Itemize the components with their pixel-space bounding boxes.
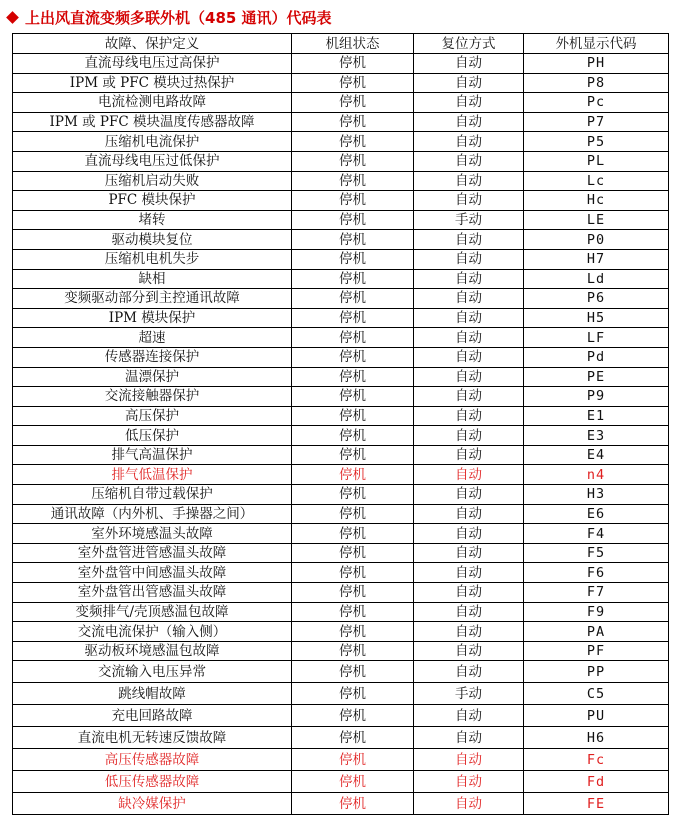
unit-state-cell: 停机 xyxy=(292,289,414,309)
reset-mode-cell: 自动 xyxy=(414,504,524,524)
display-code-cell: F7 xyxy=(524,583,669,603)
reset-mode-cell: 自动 xyxy=(414,230,524,250)
reset-mode-cell: 自动 xyxy=(414,328,524,348)
unit-state-cell: 停机 xyxy=(292,683,414,705)
table-row xyxy=(13,771,669,793)
reset-mode-cell: 自动 xyxy=(414,749,524,771)
display-code-cell: P5 xyxy=(524,132,669,152)
unit-state-cell: 停机 xyxy=(292,387,414,407)
reset-mode-cell: 自动 xyxy=(414,112,524,132)
reset-mode-cell: 自动 xyxy=(414,641,524,661)
fault-definition-cell: 驱动板环境感温包故障 xyxy=(13,641,292,661)
reset-mode-cell: 自动 xyxy=(414,249,524,269)
fault-definition-cell: 直流母线电压过高保护 xyxy=(13,54,292,74)
fault-definition-cell: 变频驱动部分到主控通讯故障 xyxy=(13,289,292,309)
unit-state-cell: 停机 xyxy=(292,583,414,603)
reset-mode-cell: 自动 xyxy=(414,308,524,328)
table-row xyxy=(13,406,669,426)
fault-definition-cell: 室外盘管进管感温头故障 xyxy=(13,543,292,563)
table-row xyxy=(13,465,669,485)
unit-state-cell: 停机 xyxy=(292,771,414,793)
table-row xyxy=(13,622,669,642)
reset-mode-cell: 自动 xyxy=(414,132,524,152)
reset-mode-cell: 自动 xyxy=(414,171,524,191)
unit-state-cell: 停机 xyxy=(292,563,414,583)
table-row xyxy=(13,230,669,250)
unit-state-cell: 停机 xyxy=(292,406,414,426)
fault-definition-cell: 超速 xyxy=(13,328,292,348)
unit-state-cell: 停机 xyxy=(292,426,414,446)
display-code-cell: P0 xyxy=(524,230,669,250)
unit-state-cell: 停机 xyxy=(292,485,414,505)
table-row xyxy=(13,749,669,771)
table-row xyxy=(13,151,669,171)
unit-state-cell: 停机 xyxy=(292,347,414,367)
unit-state-cell: 停机 xyxy=(292,622,414,642)
fault-definition-cell: 低压保护 xyxy=(13,426,292,446)
fault-definition-cell: 温漂保护 xyxy=(13,367,292,387)
display-code-cell: C5 xyxy=(524,683,669,705)
reset-mode-cell: 自动 xyxy=(414,347,524,367)
display-code-cell: Lc xyxy=(524,171,669,191)
fault-definition-cell: 电流检测电路故障 xyxy=(13,93,292,113)
display-code-cell: PA xyxy=(524,622,669,642)
table-row xyxy=(13,602,669,622)
header-unit-state: 机组状态 xyxy=(292,34,414,54)
reset-mode-cell: 自动 xyxy=(414,485,524,505)
document-title xyxy=(4,6,332,28)
fault-definition-cell: 交流输入电压异常 xyxy=(13,661,292,683)
table-row xyxy=(13,793,669,815)
unit-state-cell: 停机 xyxy=(292,445,414,465)
table-row xyxy=(13,191,669,211)
fault-code-table xyxy=(12,33,669,815)
table-row xyxy=(13,524,669,544)
fault-definition-cell: 驱动模块复位 xyxy=(13,230,292,250)
display-code-cell: Fd xyxy=(524,771,669,793)
reset-mode-cell: 自动 xyxy=(414,771,524,793)
diamond-bullet-icon xyxy=(6,11,19,24)
table-row xyxy=(13,661,669,683)
table-row xyxy=(13,683,669,705)
fault-definition-cell: PFC 模块保护 xyxy=(13,191,292,211)
reset-mode-cell: 自动 xyxy=(414,426,524,446)
fault-definition-cell: 室外盘管中间感温头故障 xyxy=(13,563,292,583)
table-row xyxy=(13,308,669,328)
unit-state-cell: 停机 xyxy=(292,112,414,132)
unit-state-cell: 停机 xyxy=(292,269,414,289)
display-code-cell: PU xyxy=(524,705,669,727)
unit-state-cell: 停机 xyxy=(292,191,414,211)
table-row xyxy=(13,705,669,727)
reset-mode-cell: 自动 xyxy=(414,661,524,683)
fault-definition-cell: 压缩机电机失步 xyxy=(13,249,292,269)
table-row xyxy=(13,583,669,603)
display-code-cell: F6 xyxy=(524,563,669,583)
table-row xyxy=(13,112,669,132)
display-code-cell: H5 xyxy=(524,308,669,328)
display-code-cell: F5 xyxy=(524,543,669,563)
table-row xyxy=(13,289,669,309)
unit-state-cell: 停机 xyxy=(292,132,414,152)
unit-state-cell: 停机 xyxy=(292,328,414,348)
reset-mode-cell: 自动 xyxy=(414,563,524,583)
reset-mode-cell: 自动 xyxy=(414,622,524,642)
display-code-cell: Pc xyxy=(524,93,669,113)
unit-state-cell: 停机 xyxy=(292,727,414,749)
display-code-cell: PH xyxy=(524,54,669,74)
fault-definition-cell: IPM 或 PFC 模块过热保护 xyxy=(13,73,292,93)
reset-mode-cell: 自动 xyxy=(414,151,524,171)
reset-mode-cell: 自动 xyxy=(414,367,524,387)
reset-mode-cell: 自动 xyxy=(414,583,524,603)
display-code-cell: E1 xyxy=(524,406,669,426)
table-row xyxy=(13,504,669,524)
reset-mode-cell: 自动 xyxy=(414,406,524,426)
display-code-cell: n4 xyxy=(524,465,669,485)
table-row xyxy=(13,563,669,583)
table-row xyxy=(13,727,669,749)
unit-state-cell: 停机 xyxy=(292,793,414,815)
fault-definition-cell: 直流母线电压过低保护 xyxy=(13,151,292,171)
unit-state-cell: 停机 xyxy=(292,524,414,544)
header-row xyxy=(13,34,669,54)
display-code-cell: P9 xyxy=(524,387,669,407)
display-code-cell: E4 xyxy=(524,445,669,465)
reset-mode-cell: 自动 xyxy=(414,54,524,74)
reset-mode-cell: 自动 xyxy=(414,445,524,465)
display-code-cell: PP xyxy=(524,661,669,683)
fault-definition-cell: 压缩机电流保护 xyxy=(13,132,292,152)
table-row xyxy=(13,54,669,74)
display-code-cell: Hc xyxy=(524,191,669,211)
unit-state-cell: 停机 xyxy=(292,230,414,250)
reset-mode-cell: 自动 xyxy=(414,727,524,749)
unit-state-cell: 停机 xyxy=(292,465,414,485)
display-code-cell: PL xyxy=(524,151,669,171)
unit-state-cell: 停机 xyxy=(292,504,414,524)
unit-state-cell: 停机 xyxy=(292,705,414,727)
fault-definition-cell: 通讯故障（内外机、手操器之间） xyxy=(13,504,292,524)
unit-state-cell: 停机 xyxy=(292,249,414,269)
reset-mode-cell: 自动 xyxy=(414,602,524,622)
reset-mode-cell: 自动 xyxy=(414,269,524,289)
display-code-cell: E6 xyxy=(524,504,669,524)
reset-mode-cell: 自动 xyxy=(414,93,524,113)
table-row xyxy=(13,210,669,230)
table-row xyxy=(13,543,669,563)
unit-state-cell: 停机 xyxy=(292,73,414,93)
display-code-cell: H7 xyxy=(524,249,669,269)
display-code-cell: PE xyxy=(524,367,669,387)
table-row xyxy=(13,347,669,367)
display-code-cell: H3 xyxy=(524,485,669,505)
display-code-cell: PF xyxy=(524,641,669,661)
table-row xyxy=(13,269,669,289)
display-code-cell: F9 xyxy=(524,602,669,622)
table-row xyxy=(13,426,669,446)
reset-mode-cell: 自动 xyxy=(414,191,524,211)
reset-mode-cell: 自动 xyxy=(414,73,524,93)
reset-mode-cell: 自动 xyxy=(414,793,524,815)
unit-state-cell: 停机 xyxy=(292,210,414,230)
reset-mode-cell: 自动 xyxy=(414,465,524,485)
display-code-cell: LE xyxy=(524,210,669,230)
table-row xyxy=(13,445,669,465)
display-code-cell: FE xyxy=(524,793,669,815)
reset-mode-cell: 手动 xyxy=(414,683,524,705)
fault-definition-cell: 高压保护 xyxy=(13,406,292,426)
title-text: 上出风直流变频多联外机（485 通讯）代码表 xyxy=(25,8,332,27)
unit-state-cell: 停机 xyxy=(292,543,414,563)
header-definition: 故障、保护定义 xyxy=(13,34,292,54)
table-row xyxy=(13,367,669,387)
fault-definition-cell: 交流接触器保护 xyxy=(13,387,292,407)
reset-mode-cell: 自动 xyxy=(414,705,524,727)
fault-definition-cell: 跳线帽故障 xyxy=(13,683,292,705)
table-row xyxy=(13,249,669,269)
fault-definition-cell: 充电回路故障 xyxy=(13,705,292,727)
display-code-cell: LF xyxy=(524,328,669,348)
fault-definition-cell: IPM 模块保护 xyxy=(13,308,292,328)
reset-mode-cell: 手动 xyxy=(414,210,524,230)
unit-state-cell: 停机 xyxy=(292,367,414,387)
fault-definition-cell: 低压传感器故障 xyxy=(13,771,292,793)
display-code-cell: Ld xyxy=(524,269,669,289)
fault-definition-cell: 传感器连接保护 xyxy=(13,347,292,367)
reset-mode-cell: 自动 xyxy=(414,543,524,563)
fault-definition-cell: 室外环境感温头故障 xyxy=(13,524,292,544)
display-code-cell: Pd xyxy=(524,347,669,367)
fault-definition-cell: 缺冷媒保护 xyxy=(13,793,292,815)
table-row xyxy=(13,171,669,191)
reset-mode-cell: 自动 xyxy=(414,289,524,309)
header-reset-mode: 复位方式 xyxy=(414,34,524,54)
fault-definition-cell: 压缩机启动失败 xyxy=(13,171,292,191)
unit-state-cell: 停机 xyxy=(292,93,414,113)
fault-definition-cell: 排气低温保护 xyxy=(13,465,292,485)
reset-mode-cell: 自动 xyxy=(414,387,524,407)
fault-definition-cell: 排气高温保护 xyxy=(13,445,292,465)
fault-definition-cell: IPM 或 PFC 模块温度传感器故障 xyxy=(13,112,292,132)
table-row xyxy=(13,641,669,661)
table-row xyxy=(13,485,669,505)
unit-state-cell: 停机 xyxy=(292,641,414,661)
display-code-cell: E3 xyxy=(524,426,669,446)
table-row xyxy=(13,132,669,152)
display-code-cell: P6 xyxy=(524,289,669,309)
fault-definition-cell: 室外盘管出管感温头故障 xyxy=(13,583,292,603)
reset-mode-cell: 自动 xyxy=(414,524,524,544)
display-code-cell: H6 xyxy=(524,727,669,749)
fault-definition-cell: 直流电机无转速反馈故障 xyxy=(13,727,292,749)
fault-definition-cell: 变频排气/壳顶感温包故障 xyxy=(13,602,292,622)
fault-definition-cell: 交流电流保护（输入侧） xyxy=(13,622,292,642)
table-row xyxy=(13,387,669,407)
header-display-code: 外机显示代码 xyxy=(524,34,669,54)
fault-definition-cell: 压缩机自带过载保护 xyxy=(13,485,292,505)
unit-state-cell: 停机 xyxy=(292,661,414,683)
display-code-cell: Fc xyxy=(524,749,669,771)
unit-state-cell: 停机 xyxy=(292,602,414,622)
display-code-cell: P7 xyxy=(524,112,669,132)
unit-state-cell: 停机 xyxy=(292,171,414,191)
unit-state-cell: 停机 xyxy=(292,54,414,74)
table-row xyxy=(13,93,669,113)
unit-state-cell: 停机 xyxy=(292,151,414,171)
display-code-cell: P8 xyxy=(524,73,669,93)
fault-definition-cell: 缺相 xyxy=(13,269,292,289)
fault-definition-cell: 高压传感器故障 xyxy=(13,749,292,771)
unit-state-cell: 停机 xyxy=(292,749,414,771)
fault-definition-cell: 堵转 xyxy=(13,210,292,230)
table-row xyxy=(13,328,669,348)
unit-state-cell: 停机 xyxy=(292,308,414,328)
display-code-cell: F4 xyxy=(524,524,669,544)
table-row xyxy=(13,73,669,93)
